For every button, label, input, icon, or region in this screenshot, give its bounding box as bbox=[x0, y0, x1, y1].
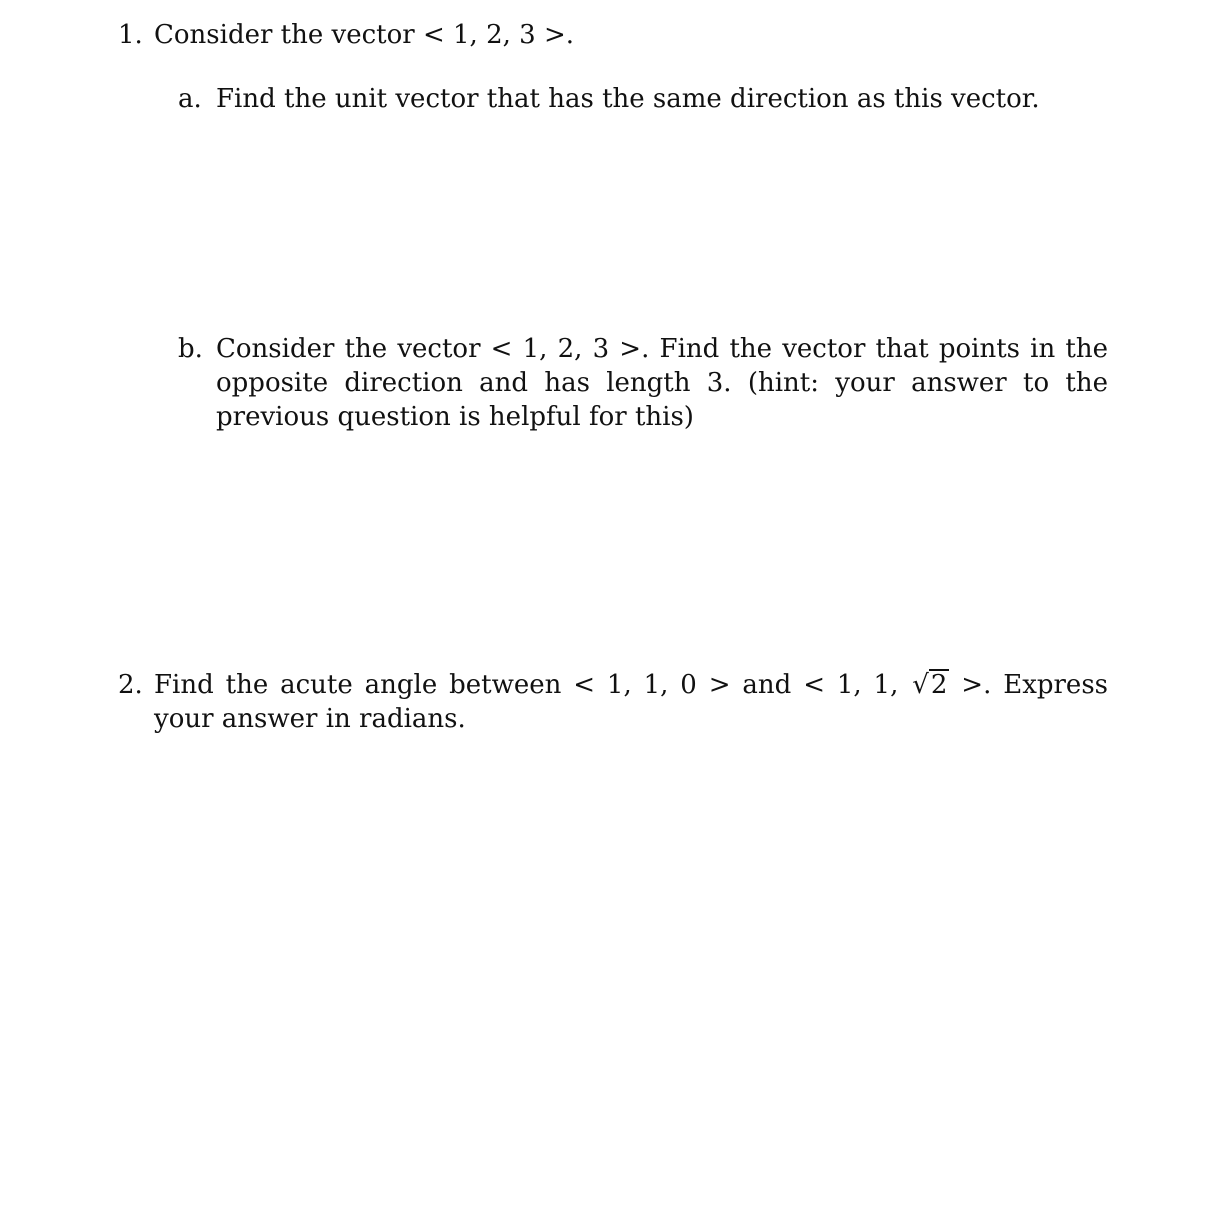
question-2-number: 2. bbox=[118, 670, 143, 700]
question-1a-text: Find the unit vector that has the same direction as this vector. bbox=[216, 84, 1040, 114]
sqrt-radicand: 2 bbox=[930, 670, 948, 700]
sqrt-expression bbox=[910, 668, 949, 702]
question-1b-text: Consider the vector < 1, 2, 3 >. Find the vector that points in the opposite direction and has length 3. (hint: your answer to the previous question is helpful for this) bbox=[216, 334, 1108, 432]
question-1a-label: a. bbox=[178, 84, 202, 114]
question-1b-label: b. bbox=[178, 334, 203, 364]
question-2-text bbox=[154, 668, 1108, 736]
question-2-text-end: >. Express your answer in radians. bbox=[154, 670, 1109, 734]
question-1-text: Consider the vector < 1, 2, 3 >. bbox=[154, 20, 574, 50]
question-1-number: 1. bbox=[118, 20, 143, 50]
question-2-text-start: Find the acute angle between < 1, 1, 0 > and < 1, 1, bbox=[154, 670, 911, 700]
sqrt-symbol: √ bbox=[912, 670, 929, 700]
